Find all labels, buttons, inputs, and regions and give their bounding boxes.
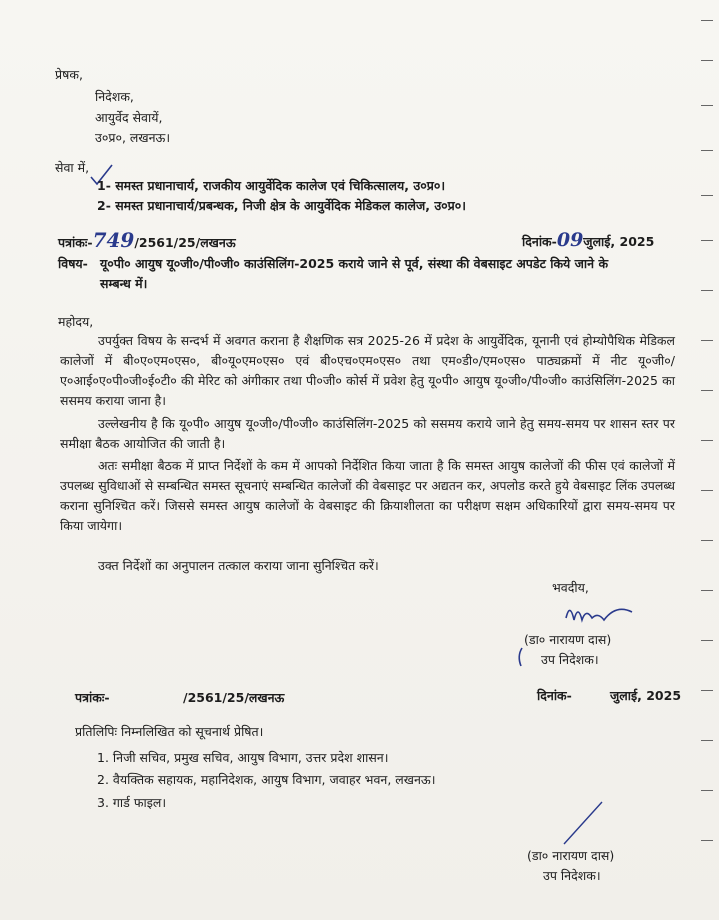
subject-line-1: यू०पी० आयुष यू०जी०/पी०जी० काउंसिलिंग-2025 कराये जाने से पूर्व, संस्था की वेबसाइट अपडेट किये जाने के [100, 256, 609, 271]
closing2-designation: उप निदेशक। [543, 868, 601, 883]
ref-prefix: पत्रांकः- [58, 235, 93, 250]
ref-suffix: /2561/25/लखनऊ [134, 235, 236, 250]
pen-mark [514, 646, 528, 668]
copy-item-1: 1. निजी सचिव, प्रमुख सचिव, आयुष विभाग, उत्तर प्रदेश शासन। [97, 750, 389, 765]
closing-designation: उप निदेशक। [541, 652, 599, 667]
ref-handwritten-number: 749 [92, 228, 135, 252]
copy-ref-suffix: /2561/25/लखनऊ [183, 690, 285, 705]
copy-item-2: 2. वैयक्तिक सहायक, महानिदेशक, आयुष विभाग, जवाहर भवन, लखनऊ। [97, 772, 436, 787]
sender-label: प्रेषक, [55, 67, 83, 82]
copy-label: प्रतिलिपिः निम्नलिखित को सूचनार्थ प्रेषित। [75, 724, 264, 739]
copy-ref-date-suffix: जुलाई, 2025 [610, 688, 682, 703]
sender-name: निदेशक, [95, 89, 134, 104]
recipient-2: 2- समस्त प्रधानाचार्य/प्रबन्धक, निजी क्षेत्र के आयुर्वेदिक मेडिकल कालेज, उ०प्र०। [97, 198, 467, 213]
signature-2 [558, 800, 608, 848]
closing2-signer: (डा० नारायण दास) [527, 848, 615, 863]
margin-marks [699, 0, 713, 920]
sender-place: उ०प्र०, लखनऊ। [95, 130, 171, 145]
closing-yours: भवदीय, [552, 580, 589, 595]
recipient-1: 1- समस्त प्रधानाचार्य, राजकीय आयुर्वेदिक कालेज एवं चिकित्सालय, उ०प्र०। [97, 178, 446, 193]
copy-ref-prefix: पत्रांकः- [75, 690, 110, 705]
ref-date-suffix: जुलाई, 2025 [583, 234, 655, 249]
closing-signer: (डा० नारायण दास) [524, 632, 612, 647]
salutation: महोदय, [58, 314, 94, 329]
sender-dept: आयुर्वेद सेवायें, [95, 110, 163, 125]
ref-date-prefix: दिनांक- [522, 234, 557, 249]
body-paragraph-1: उपर्युक्त विषय के सन्दर्भ में अवगत कराना है शैक्षणिक सत्र 2025-26 में प्रदेश के आयुर्वेदिक, यूनानी एवं होम्योपैथिक मेडिकल कालेजों में बी०ए०एम०एस०, बी०यू०एम०एस० एवं बी०एच०एम०एस० तथा एम०डी०/एम०एस० पाठ्यक्रमों में नीट यू०जी०/ए०आई०ए०पी०जी०ई०टी० की मेरिट को अंगीकार तथा पी०जी० कोर्स में प्रवेश हेतु यू०पी० आयुष यू०जी०/पी०जी० काउंसिलिंग-2025 का ससमय कराया जाना है। [60, 333, 675, 408]
subject-label: विषय- [58, 256, 88, 271]
ref-date [522, 229, 655, 251]
subject-line-2: सम्बन्ध में। [100, 276, 148, 291]
body-paragraph-2: उल्लेखनीय है कि यू०पी० आयुष यू०जी०/पी०जी० काउंसिलिंग-2025 को ससमय कराये जाने हेतु समय-समय पर शासन स्तर पर समीक्षा बैठक आयोजित की जाती है। [60, 416, 675, 451]
ref-line [58, 228, 236, 252]
copy-ref-date-prefix: दिनांक- [537, 688, 572, 703]
signature-1 [560, 598, 640, 630]
copy-item-3: 3. गार्ड फाइल। [97, 795, 167, 810]
recipients-label: सेवा में, [55, 160, 90, 175]
body-paragraph-4: उक्त निर्देशों का अनुपालन तत्काल कराया जाना सुनिश्चित करें। [98, 558, 379, 573]
body-paragraph-3: अतः समीक्षा बैठक में प्राप्त निर्देशों के कम में आपको निर्देशित किया जाता है कि समस्त आयुष कालेजों की फीस एवं कालेजों में उपलब्ध सुविधाओं से सम्बन्धित समस्त सूचनाएं सम्बन्धित कालेजों की वेबसाइट पर अद्यतन कर, अपलोड करते हुये वेबसाइट लिंक उपलब्ध कराना सुनिश्चित करें। जिससे समस्त आयुष कालेजों के वेबसाइट की क्रियाशीलता का परीक्षण सक्षम अधिकारियों द्वारा समय-समय पर किया जायेगा। [60, 458, 675, 533]
ref-handwritten-day: 09 [556, 229, 584, 251]
